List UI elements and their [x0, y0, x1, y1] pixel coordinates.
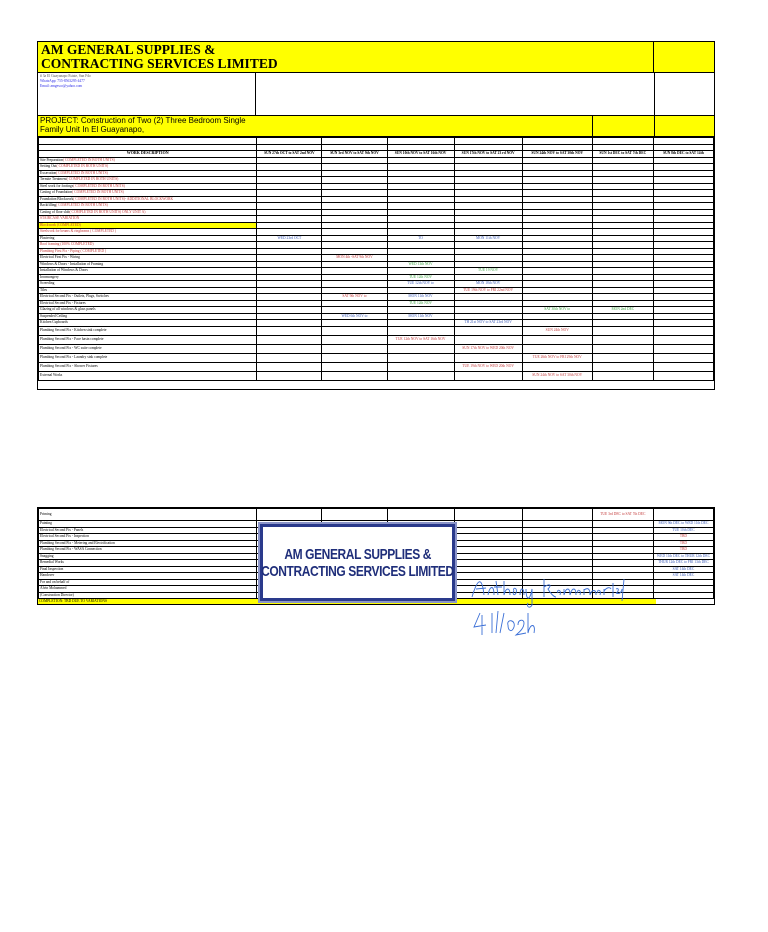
week-header: SUN 27th OCT to SAT 2nd NOV: [257, 151, 322, 158]
schedule-row: [39, 362, 714, 371]
schedule-cell: WED 23rd OCT: [257, 235, 322, 242]
project-title: [38, 116, 593, 136]
work-description: [39, 326, 257, 335]
schedule-cell: TUE 12th NOV: [387, 274, 454, 281]
schedule-cell: [257, 335, 322, 344]
schedule-cell: [592, 371, 653, 380]
work-description: [39, 362, 257, 371]
schedule-cell: [322, 371, 387, 380]
task-status: Steelwork for beams & ringbeams ( COMPLETED ): [40, 229, 116, 234]
schedule-cell: TUE 19 NOV: [454, 268, 522, 275]
stamp-line-2: CONTRACTING SERVICES LIMITED: [261, 562, 454, 580]
schedule-cell: [322, 509, 387, 521]
schedule-cell: MON 11th NOV: [387, 313, 454, 320]
schedule-cell: [653, 335, 713, 344]
schedule-cell: MON 4th -SAT 9th NOV: [322, 255, 387, 262]
work-description: Plumbing Second Fix - Metering and Electrification: [39, 540, 257, 547]
schedule-row: [39, 371, 714, 380]
task-name: Glazing of all windows & glass panels: [40, 307, 96, 312]
schedule-cell: TBD: [653, 540, 713, 547]
schedule-cell: [322, 335, 387, 344]
week-header: SUN 17th NOV to SAT 23 rd NOV: [454, 151, 522, 158]
work-description: Final Inspection: [39, 566, 257, 573]
schedule-sheet: [37, 41, 715, 390]
stamp-line-1: AM GENERAL SUPPLIES &: [284, 545, 431, 563]
week-header: SUN 8th DEC to SAT 14th: [653, 151, 713, 158]
schedule-row: [39, 344, 714, 353]
contact-info: [38, 73, 256, 115]
schedule-table: [38, 137, 714, 381]
work-description: [39, 371, 257, 380]
schedule-cell: TUE 10th DEC: [653, 527, 713, 534]
task-name: External Works: [40, 373, 63, 378]
task-status: ( COMPLETED IN BOTH UNITS): [66, 177, 119, 182]
schedule-cell: [653, 362, 713, 371]
schedule-cell: TUE 12th NOV to SAT 16th NOV: [387, 335, 454, 344]
schedule-cell: [454, 353, 522, 362]
schedule-cell: [257, 509, 322, 521]
task-status: ( COMPLETED IN BOTH UNITS): [63, 157, 115, 162]
work-description: [39, 353, 257, 362]
task-name: Setting Out: [40, 164, 57, 169]
task-name: Screeding: [40, 281, 55, 286]
project-filler-1: [593, 116, 655, 136]
task-name: Plumbing Second Fix - WC suite complete: [40, 346, 102, 351]
project-label: PROJECT: Construction of Two (2) Three Bedroom Single Family Unit In El Guayanapo,: [40, 116, 246, 134]
task-name: Tiles: [40, 287, 48, 292]
schedule-cell: MON 11th NOV: [387, 294, 454, 301]
schedule-cell: [322, 326, 387, 335]
task-name: Suspended Ceiling: [40, 313, 68, 318]
signature: [470, 575, 640, 650]
task-name: Electrical First Fix - Wiring: [40, 255, 80, 260]
schedule-cell: [653, 344, 713, 353]
task-status: Plumbing First Fix - Piping ( COMPLETED ): [40, 248, 107, 253]
task-name: Ironmongery: [40, 274, 59, 279]
work-description: (Construction Director): [39, 592, 257, 599]
contact-address: # 3a El Guayanapo Estate, San Fdo: [40, 74, 91, 78]
contact-row: [38, 73, 714, 116]
work-description: Alvin Mohammed: [39, 586, 257, 593]
schedule-cell: [522, 344, 592, 353]
schedule-row: [39, 335, 714, 344]
header-work-description: WORK DESCRIPTION: [39, 151, 257, 158]
work-description: Snagging: [39, 553, 257, 560]
work-description: Remedial Works: [39, 560, 257, 567]
schedule-cell: [592, 362, 653, 371]
schedule-header: [39, 151, 714, 158]
task-name: Plumbing Second Fix - Face basin complete: [40, 337, 104, 342]
schedule-cell: MON 18th NOV: [454, 281, 522, 288]
schedule-cell: [387, 353, 454, 362]
task-status: ( COMPLETED IN BOTH UNITS): [56, 164, 109, 169]
schedule-cell: [322, 362, 387, 371]
schedule-cell: [387, 362, 454, 371]
schedule-cell: TUE 19th NOV to FRI 22nd NOV: [454, 287, 522, 294]
schedule-cell: [592, 335, 653, 344]
task-name: Casting of Foundation: [40, 190, 73, 195]
task-status: Roof framing (100% COMPLETED): [40, 242, 94, 247]
work-description: [39, 335, 257, 344]
schedule-cell: [257, 353, 322, 362]
project-row: [38, 116, 714, 137]
completion-note: COMPLETION: TBD DUE TO VARIATIONS: [38, 599, 656, 604]
schedule-cell: TO: [387, 235, 454, 242]
week-header: SUN 1st DEC to SAT 7th DEC: [592, 151, 653, 158]
task-name: Casting of floor slab: [40, 209, 70, 214]
task-status: ( COMPLETED IN BOTH UNITS): [73, 183, 125, 188]
task-name: Electrical Second Fix - Fixtures: [40, 300, 86, 305]
schedule-cell: [322, 344, 387, 353]
schedule-cell: SUN 24th NOV to SAT 30th NOV: [522, 371, 592, 380]
signature-handwriting: [470, 575, 640, 645]
schedule-cell: MON 11th NOV: [454, 235, 522, 242]
contact-email: Email: amgesco@yahoo.com: [40, 84, 83, 88]
schedule-cell: SAT 14th DEC: [653, 573, 713, 580]
task-name: Electrical Second Fix - Outlets, Plugs, Switches: [40, 294, 109, 299]
work-description: For and on behalf of: [39, 579, 257, 586]
schedule-cell: [653, 326, 713, 335]
company-stamp: [260, 524, 455, 601]
bottom-spacer: [38, 381, 714, 389]
schedule-cell: [592, 344, 653, 353]
task-name: Kitchen Cupboards: [40, 320, 68, 325]
schedule-row: [39, 509, 714, 521]
week-header: SUN 3rd NOV to SAT 9th NOV: [322, 151, 387, 158]
task-name: Plumbing Second Fix - Kitchen sink complete: [40, 328, 107, 333]
schedule-cell: WED 11th DEC to THUR 12th DEC: [653, 553, 713, 560]
schedule-cell: [257, 371, 322, 380]
work-description: Handover: [39, 573, 257, 580]
work-description: [39, 344, 257, 353]
schedule-cell: TBD: [653, 534, 713, 541]
schedule-cell: SAT 30th NOV to: [522, 307, 592, 314]
schedule-cell: SAT 14th DEC: [653, 566, 713, 573]
schedule-cell: [454, 371, 522, 380]
schedule-cell: TUE 12th NOV: [387, 300, 454, 307]
schedule-cell: [653, 592, 713, 599]
schedule-cell: SUN 24th NOV: [522, 326, 592, 335]
work-description: Electrical Second Fix - Panels: [39, 527, 257, 534]
schedule-cell: TH 21st NOV to SAT 23rd NOV: [454, 320, 522, 327]
schedule-cell: [387, 344, 454, 353]
week-header: SUN 24th NOV to SAT 30th NOV: [522, 151, 592, 158]
schedule-cell: [257, 362, 322, 371]
task-name: Excavation: [40, 170, 57, 175]
schedule-cell: MON 9th DEC to WED 11th DEC: [653, 521, 713, 528]
schedule-cell: [257, 326, 322, 335]
schedule-cell: MON 2nd DEC: [592, 307, 653, 314]
schedule-cell: THUR 12th DEC to FRI 13th DEC: [653, 560, 713, 567]
schedule-row: [39, 353, 714, 362]
schedule-cell: [387, 326, 454, 335]
schedule-cell: WED 13th NOV: [387, 261, 454, 268]
task-name: Site Preparation: [40, 157, 64, 162]
schedule-cell: [454, 335, 522, 344]
contact-phone: WhatsApp: 755-8563295-4477: [40, 79, 85, 83]
project-filler-2: [655, 116, 714, 136]
company-name-line-2: CONTRACTING SERVICES LIMITED: [41, 56, 278, 71]
schedule-cell: TBD: [653, 547, 713, 554]
task-name: Windows & Doors - Installation of Framing: [40, 261, 104, 266]
task-status: ( COMPLETED IN BOTH UNITS): [72, 190, 124, 195]
schedule-cell: [522, 362, 592, 371]
task-name: Plumbing Second Fix - Shower Fixtures: [40, 364, 98, 369]
schedule-row: [39, 326, 714, 335]
schedule-cell: [454, 509, 522, 521]
task-name: Installation of Windows & Doors: [40, 268, 88, 273]
schedule-cell: TUE 3rd DEC to SAT 7th DEC: [592, 509, 653, 521]
contact-blank: [256, 73, 655, 115]
company-header: [38, 42, 714, 73]
schedule-cell: TUE 19th NOV to WED 20th NOV: [454, 362, 522, 371]
schedule-cell: [522, 335, 592, 344]
company-name: [38, 42, 654, 72]
task-status: STAIRCASE VARIATION: [40, 216, 80, 221]
work-description: Plumbing Second Fix - WASA Connection: [39, 547, 257, 554]
task-name: Plastering: [40, 235, 55, 240]
week-header: SUN 10th NOV to SAT 16th NOV: [387, 151, 454, 158]
schedule-cell: [322, 353, 387, 362]
schedule-cell: [592, 326, 653, 335]
schedule-cell: [592, 353, 653, 362]
schedule-cell: TUE 26th NOV to FRI 29th NOV: [522, 353, 592, 362]
task-name: Foundation Blockwork: [40, 196, 74, 201]
schedule-cell: SUN 17th NOV to WED 20th NOV: [454, 344, 522, 353]
schedule-cell: [257, 344, 322, 353]
work-description: Painting: [39, 521, 257, 528]
task-name: Backfilling: [40, 203, 57, 208]
signature-text: Anthony Ramnarinesingh: [470, 575, 481, 576]
task-name: Steel work for footings: [40, 183, 74, 188]
schedule-cell: SAT 9th NOV to: [322, 294, 387, 301]
schedule-cell: [653, 353, 713, 362]
schedule-cell: [522, 509, 592, 521]
schedule-cell: [653, 509, 713, 521]
task-status: ( COMPLETED IN BOTH UNITS): [56, 203, 108, 208]
task-status: ( COMPLETED IN BOTH UNITS) ONLY UNIT A): [69, 209, 146, 214]
header-filler: [654, 42, 714, 72]
task-status: ( COMPLETED IN BOTH UNITS)- ADDITIONAL BLOCKWORK: [73, 196, 174, 201]
work-description: Priming: [39, 509, 257, 521]
schedule-cell: [387, 509, 454, 521]
task-status: Blockwork (COMPLETED): [40, 222, 81, 227]
schedule-cell: [454, 326, 522, 335]
company-name-line-1: AM GENERAL SUPPLIES &: [41, 42, 216, 57]
schedule-cell: [653, 371, 713, 380]
schedule-cell: TUE 12th NOV to: [387, 281, 454, 288]
schedule-cell: WED 6th NOV to: [322, 313, 387, 320]
work-description: Electrical Second Fix - Inspection: [39, 534, 257, 541]
task-status: ( COMPLETED IN BOTH UNITS): [56, 170, 108, 175]
task-name: Termite Treatment: [40, 177, 67, 182]
task-name: Plumbing Second Fix - Laundry sink complete: [40, 355, 108, 360]
schedule-cell: [387, 371, 454, 380]
